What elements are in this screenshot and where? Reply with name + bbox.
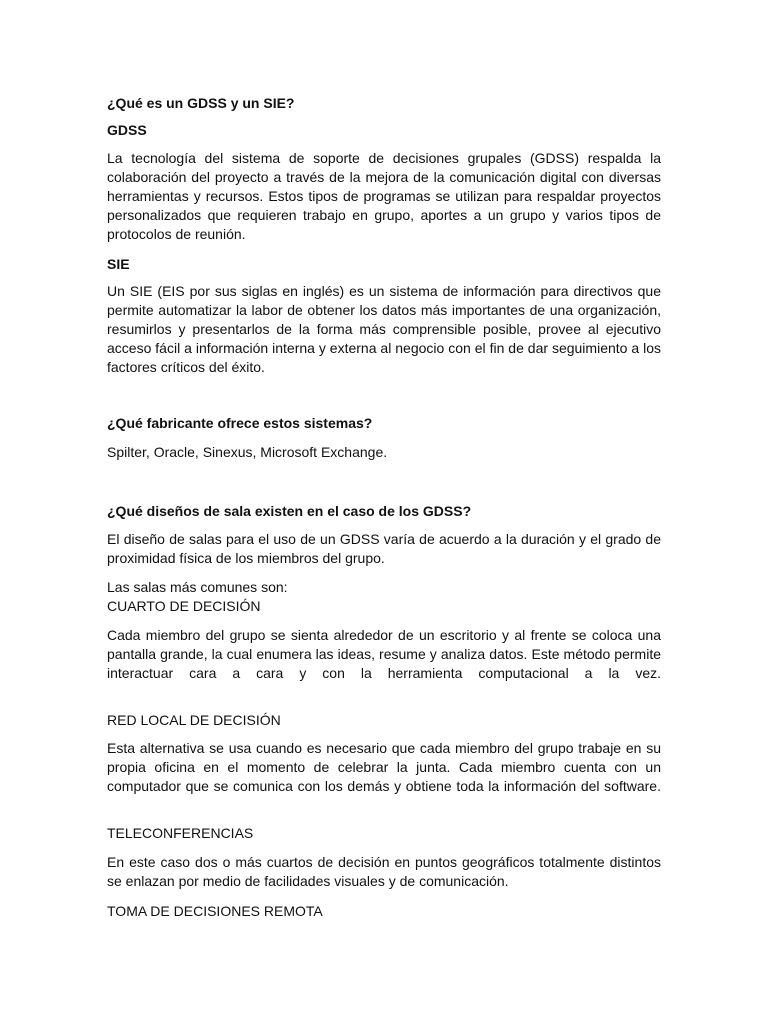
room-desc-red-local: Esta alternativa se usa cuando es necesario que cada miembro del grupo trabaje en su propia oficina en el momento de celebrar la junta. Cada miembro cuenta con un computador que se comunica con los demás y obtiene toda la información del software. [107,740,661,794]
question-room-designs-title: ¿Qué diseños de sala existen en el caso de los GDSS? [107,503,472,519]
room-designs-intro: El diseño de salas para el uso de un GDSS varía de acuerdo a la duración y el grado de proximidad física de los miembros del grupo. [107,531,661,566]
sie-heading: SIE [107,256,130,272]
gdss-heading: GDSS [107,122,147,138]
room-name-cuarto-decision: CUARTO DE DECISIÓN [107,598,261,614]
sie-paragraph: Un SIE (EIS por sus siglas en inglés) es un sistema de información para directivos que permite automatizar la labor de obtener los datos más importantes de una organización, resumirlos y presentarlos de la forma más comprensible posible, provee al ejecutivo acceso fácil a información interna y externa al negocio con el fin de dar seguimiento a los factores críticos del éxito. [107,283,661,375]
room-desc-teleconferencias: En este caso dos o más cuartos de decisión en puntos geográficos totalmente distintos se enlazan por medio de facilidades visuales y de comunicación. [107,854,661,889]
room-desc-cuarto-decision: Cada miembro del grupo se sienta alrededor de un escritorio y al frente se coloca una pantalla grande, la cual enumera las ideas, resume y analiza datos. Este método permite interactuar cara a cara y con la herramienta computacional a la vez. [107,627,661,681]
question-gdss-sie-title: ¿Qué es un GDSS y un SIE? [107,95,295,111]
room-name-teleconferencias: TELECONFERENCIAS [107,825,254,841]
room-name-toma-decisiones-remota: TOMA DE DECISIONES REMOTA [107,903,323,919]
room-name-red-local: RED LOCAL DE DECISIÓN [107,712,281,728]
gdss-paragraph: La tecnología del sistema de soporte de decisiones grupales (GDSS) respalda la colaboración del proyecto a través de la mejora de la comunicación digital con diversas herramientas y recursos. Estos tipos de programas se utilizan para respaldar proyectos personalizados que requieren trabajo en grupo, aportes a un grupo y varios tipos de protocolos de reunión. [107,150,661,242]
common-rooms-block [107,578,661,616]
manufacturer-answer: Spilter, Oracle, Sinexus, Microsoft Exchange. [107,444,388,460]
common-rooms-label: Las salas más comunes son: [107,579,288,595]
question-manufacturer-title: ¿Qué fabricante ofrece estos sistemas? [107,415,373,431]
